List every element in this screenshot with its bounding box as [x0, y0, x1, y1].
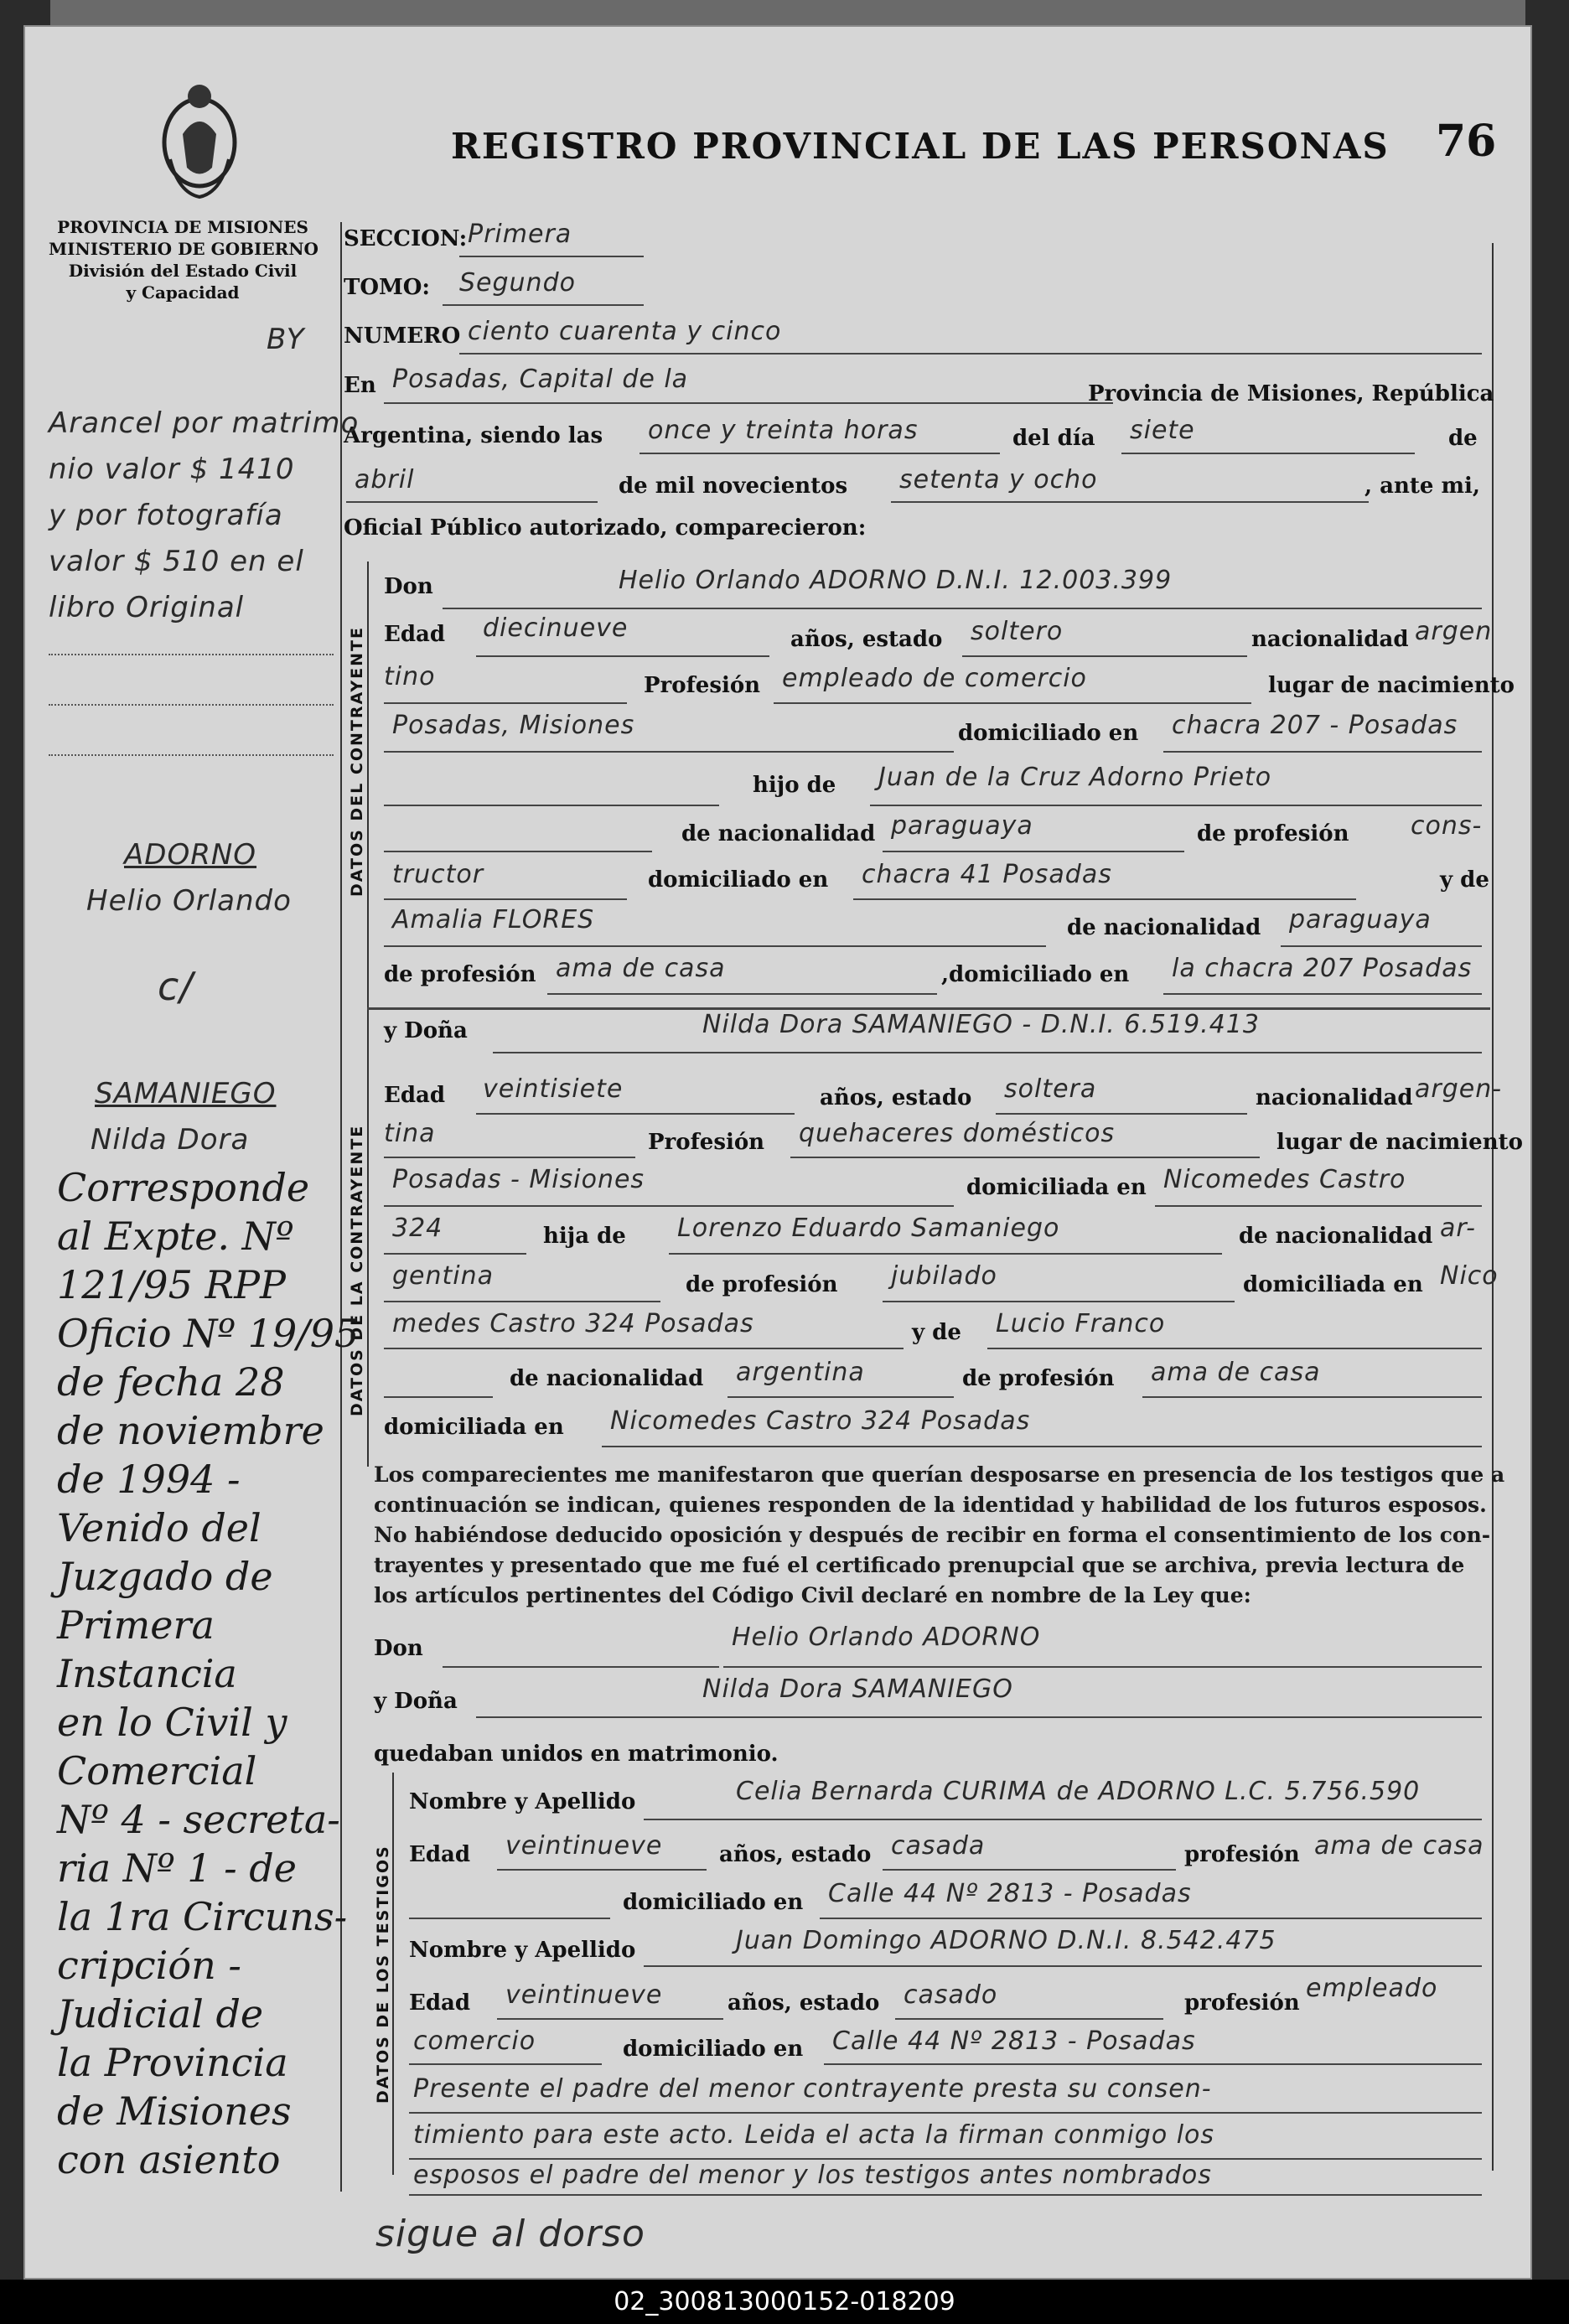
t2-nombre-label: Nombre y Apellido	[409, 1938, 636, 1963]
t1-estado-value: casada	[891, 1831, 986, 1861]
testigos-band: DATOS DE LOS TESTIGOS	[374, 1845, 392, 2104]
hora-line	[640, 453, 1000, 454]
t1-profesion-value: ama de casa	[1314, 1831, 1484, 1861]
lugar-value-1: Posadas, Misiones	[392, 711, 635, 740]
madre-prof-label-1: de profesión	[384, 962, 536, 987]
hija-label: hija de	[543, 1224, 626, 1249]
margin-big-11: Instancia	[57, 1651, 237, 1696]
margin-big-10: Primera	[57, 1602, 215, 1648]
margin-note-2: nio valor $ 1410	[49, 453, 295, 486]
obs-line-2	[409, 2158, 1482, 2160]
observaciones-line-3: esposos el padre del menor y los testigos antes nombrados	[413, 2161, 1212, 2190]
margin-surname-1: ADORNO	[124, 838, 257, 872]
seccion-value: Primera	[468, 220, 572, 249]
madre-nac-pre-line-2	[384, 1396, 493, 1398]
domicilio1-value-2: Nicomedes Castro	[1163, 1165, 1406, 1194]
t2-nombre-value: Juan Domingo ADORNO D.N.I. 8.542.475	[736, 1926, 1276, 1955]
lugar-line-2	[384, 1205, 954, 1207]
padre-nac2-value-2: gentina	[392, 1261, 495, 1291]
t2-dom-label: domiciliado en	[623, 2037, 804, 2062]
madre-prof-value-2: ama de casa	[1151, 1358, 1321, 1387]
document-page	[23, 25, 1532, 2280]
t1-profesion-label: profesión	[1184, 1842, 1300, 1867]
provincia-text: Provincia de Misiones, República	[1088, 381, 1494, 406]
t1-edad-value: veintinueve	[505, 1831, 663, 1861]
domicilio2-value-2: 324	[392, 1214, 443, 1243]
nac1-value-2: argen-	[1415, 1074, 1503, 1104]
union-dona-line	[694, 1716, 1482, 1718]
padre-dom1-value-2: Nico	[1440, 1261, 1499, 1291]
margin-big-7: de 1994 -	[57, 1457, 241, 1502]
declaration-paragraph	[374, 1460, 1522, 1611]
en-label: En	[344, 373, 376, 398]
org-line-2: MINISTERIO DE GOBIERNO	[49, 239, 318, 259]
margin-given-2: Nilda Dora	[91, 1123, 250, 1157]
madre-nac-line-1	[1281, 945, 1482, 947]
t2-estado-line	[895, 2018, 1163, 2020]
margin-big-20: de Misiones	[57, 2088, 292, 2134]
org-line-4: y Capacidad	[126, 282, 240, 303]
margin-big-19: la Provincia	[57, 2040, 288, 2085]
madre-nac-value-1: paraguaya	[1289, 905, 1432, 934]
tomo-label: TOMO:	[344, 275, 431, 300]
lugar-label-2: lugar de nacimiento	[1276, 1130, 1523, 1155]
madre-value-2: Lucio Franco	[996, 1309, 1166, 1338]
padre-line-1	[870, 805, 1482, 806]
image-id-footer: 02_300813000152-018209	[0, 2280, 1569, 2324]
margin-note-4: valor $ 510 en el	[49, 545, 304, 578]
t2-estado-value: casado	[904, 1980, 998, 2010]
en-value: Posadas, Capital de la	[392, 365, 689, 394]
margin-big-16: la 1ra Circuns-	[57, 1894, 348, 1939]
t1-edad-label: Edad	[409, 1842, 471, 1867]
ante-mi-text: , ante mi,	[1364, 474, 1480, 499]
t1-anios-estado: años, estado	[719, 1842, 872, 1867]
union-don-pre-line	[443, 1666, 719, 1668]
t1-nombre-value: Celia Bernarda CURIMA de ADORNO L.C. 5.756.590	[736, 1777, 1421, 1806]
padre-prof2-value: tructor	[392, 860, 484, 889]
hijo-pre-line	[384, 805, 719, 806]
t1-dom-label: domiciliado en	[623, 1890, 804, 1915]
t2-dom-value: Calle 44 Nº 2813 - Posadas	[832, 2026, 1196, 2056]
seccion-label: SECCION:	[344, 226, 468, 251]
quedaban-text: quedaban unidos en matrimonio.	[374, 1742, 779, 1767]
margin-note-1: Arancel por matrimo	[49, 406, 360, 440]
madre-dom-value-2: Nicomedes Castro 324 Posadas	[610, 1406, 1031, 1436]
observaciones-line-2: timiento para este acto. Leida el acta la firman conmigo los	[413, 2120, 1215, 2150]
sigue-al-dorso: sigue al dorso	[375, 2213, 645, 2255]
union-don-label: Don	[374, 1636, 423, 1661]
margin-big-21: con asiento	[57, 2137, 281, 2182]
obs-line-3	[409, 2194, 1482, 2196]
observaciones-line-1: Presente el padre del menor contrayente presta su consen-	[413, 2074, 1212, 2104]
lugar-line-1	[384, 751, 954, 753]
padre-dom-line-1	[853, 898, 1356, 900]
t1-dom-line	[820, 1918, 1482, 1919]
padre-dom-label: domiciliado en	[648, 867, 829, 893]
anio-value: setenta y ocho	[899, 465, 1098, 494]
margin-big-17: cripción -	[57, 1943, 241, 1988]
numero-value: ciento cuarenta y cinco	[468, 317, 782, 346]
domiciliado-label-1: domiciliado en	[958, 721, 1139, 746]
page-number: 76	[1436, 116, 1497, 167]
t1-nombre-label: Nombre y Apellido	[409, 1789, 636, 1814]
margin-note-5: libro Original	[49, 591, 245, 624]
hora-value: once y treinta horas	[648, 416, 919, 445]
madre-dom-value-1: la chacra 207 Posadas	[1172, 954, 1473, 983]
t1-dom-value: Calle 44 Nº 2813 - Posadas	[828, 1879, 1192, 1908]
t2-profesion1-value: empleado	[1306, 1974, 1438, 2003]
padre-value-1: Juan de la Cruz Adorno Prieto	[878, 763, 1272, 792]
padre-value-2: Lorenzo Eduardo Samaniego	[677, 1214, 1060, 1243]
t2-edad-line	[497, 2018, 723, 2020]
union-dona-pre-line	[476, 1716, 694, 1718]
profesion-value-1: empleado de comercio	[782, 664, 1087, 693]
padre-dom-value-1: chacra 41 Posadas	[862, 860, 1112, 889]
madre-nac-label-2: de nacionalidad	[510, 1366, 704, 1391]
dona-label: y Doña	[384, 1018, 468, 1043]
madre-nac-line-2	[728, 1396, 954, 1398]
nacionalidad-label-1: nacionalidad	[1251, 627, 1409, 652]
initials-mark: BY	[267, 323, 305, 356]
margin-big-1: Corresponde	[57, 1165, 310, 1210]
union-don-value: Helio Orlando ADORNO	[732, 1623, 1041, 1652]
paragraph-line-1: Los comparecientes me manifestaron que querían desposarse en presencia de los testigos que a	[374, 1462, 1505, 1487]
madre-prof-line-1	[547, 993, 937, 995]
edad-value-2: veintisiete	[483, 1074, 624, 1104]
domicilio-line-2	[1155, 1205, 1482, 1207]
argentina-text: Argentina, siendo las	[344, 423, 603, 448]
seccion-line	[459, 256, 644, 257]
tomo-line	[443, 304, 644, 306]
madre-line-2	[987, 1348, 1482, 1349]
madre-prof-line-2	[1142, 1396, 1482, 1398]
domicilio-line-1	[1163, 751, 1482, 753]
testigos-band-line	[392, 1773, 394, 2175]
dona-pre-line	[493, 1052, 702, 1053]
mes-line	[346, 501, 598, 503]
margin-dotted-3	[49, 754, 334, 756]
nac1-value-1: argen	[1415, 617, 1493, 646]
obs-line-1	[409, 2112, 1482, 2114]
padre-nac2-line-2	[384, 1301, 660, 1302]
union-dona-value: Nilda Dora SAMANIEGO	[702, 1674, 1013, 1704]
union-don-line	[723, 1666, 1482, 1668]
page-stack-edge	[50, 0, 1525, 25]
estado-value-2: soltera	[1004, 1074, 1097, 1104]
t2-profesion-label: profesión	[1184, 1990, 1300, 2016]
margin-c-mark: c/	[158, 964, 194, 1009]
madre-dom-line-2	[602, 1446, 1482, 1447]
padre-nac-value-1: paraguaya	[891, 811, 1033, 841]
t1-estado-line	[883, 1869, 1176, 1871]
padre-nac-line-1	[883, 851, 1184, 852]
profesion-line-2	[790, 1157, 1260, 1158]
padre-line-2	[669, 1253, 1222, 1255]
margin-dotted-2	[49, 704, 334, 706]
paragraph-line-5: los artículos pertinentes del Código Civil declaré en nombre de la Ley que:	[374, 1583, 1251, 1607]
contrayente2-band: DATOS DE LA CONTRAYENTE	[348, 1124, 366, 1416]
padre-prof2-line	[384, 898, 627, 900]
edad-label-1: Edad	[384, 622, 446, 647]
hijo-label: hijo de	[753, 773, 836, 798]
edad-label-2: Edad	[384, 1083, 446, 1108]
profesion-line-1	[774, 702, 1251, 704]
domiciliada-label-2: domiciliada en	[966, 1175, 1147, 1200]
madre-dom-line-1	[1163, 993, 1482, 995]
dona-line	[702, 1052, 1482, 1053]
org-block	[49, 216, 317, 303]
margin-note-3: y por fotografía	[49, 499, 283, 532]
margin-big-9: Juzgado de	[57, 1554, 273, 1599]
domicilio2-line-2	[384, 1253, 526, 1255]
margin-dotted-1	[49, 654, 334, 655]
org-line-3: División del Estado Civil	[68, 261, 298, 281]
profesion-value-2: quehaceres domésticos	[799, 1119, 1116, 1148]
coat-of-arms-seal	[153, 75, 246, 201]
estado-line-2	[996, 1113, 1247, 1115]
de-nac-label-1: de nacionalidad	[681, 821, 876, 846]
page-title: REGISTRO PROVINCIAL DE LAS PERSONAS	[451, 126, 1390, 167]
t2-nombre-line	[644, 1965, 1482, 1967]
numero-label: NUMERO	[344, 323, 461, 349]
margin-big-12: en lo Civil y	[57, 1700, 287, 1745]
t1-nombre-line	[644, 1819, 1482, 1820]
madre-line-1	[384, 945, 1046, 947]
margin-surname-2: SAMANIEGO	[95, 1077, 277, 1110]
margin-big-4: Oficio Nº 19/95	[57, 1311, 360, 1356]
margin-big-5: de fecha 28	[57, 1359, 285, 1405]
contrayente1-band-line	[367, 562, 369, 1014]
margin-big-2: al Expte. Nº	[57, 1214, 294, 1259]
anios-estado-1: años, estado	[790, 627, 943, 652]
nac-pre-line	[384, 851, 652, 852]
de-nac-label-2: de nacionalidad	[1239, 1224, 1433, 1249]
org-line-1: PROVINCIA DE MISIONES	[57, 217, 308, 237]
domicilio-value-1: chacra 207 - Posadas	[1172, 711, 1458, 740]
t2-dom-line	[824, 2063, 1482, 2065]
madre-dom-label-2: domiciliada en	[384, 1415, 564, 1440]
margin-big-6: de noviembre	[57, 1408, 324, 1453]
contrayente1-name: Helio Orlando ADORNO D.N.I. 12.003.399	[619, 566, 1173, 595]
tomo-value: Segundo	[459, 268, 576, 298]
margin-given-1: Helio Orlando	[86, 884, 292, 918]
de-prof-label-1: de profesión	[1197, 821, 1349, 846]
padre-prof1-value: cons-	[1411, 811, 1483, 841]
t2-edad-label: Edad	[409, 1990, 471, 2016]
t2-prof2-line	[409, 2063, 602, 2065]
nac2-value-2: tina	[384, 1119, 436, 1148]
t1-edad-line	[497, 1869, 707, 1871]
margin-big-18: Judicial de	[57, 1991, 264, 2037]
madre-value-1: Amalia FLORES	[392, 905, 595, 934]
don-pre-line	[443, 608, 610, 609]
de-prof-label-2: de profesión	[686, 1272, 838, 1297]
madre-dom-label-1: ,domiciliado en	[941, 962, 1130, 987]
right-border	[1492, 243, 1494, 2171]
don-line	[610, 608, 1482, 609]
contrayente2-name: Nilda Dora SAMANIEGO - D.N.I. 6.519.413	[702, 1010, 1260, 1039]
del-dia-text: del día	[1012, 426, 1095, 451]
profesion-label-2: Profesión	[648, 1130, 765, 1155]
anio-line	[891, 501, 1369, 503]
anios-estado-2: años, estado	[820, 1085, 972, 1110]
en-line	[384, 402, 1113, 404]
numero-line	[459, 353, 1482, 355]
profesion-label-1: Profesión	[644, 673, 761, 698]
nac2-line-1	[384, 702, 627, 704]
lugar-label-1: lugar de nacimiento	[1268, 673, 1515, 698]
edad-line-1	[476, 655, 769, 657]
nac2-value-1: tino	[384, 662, 436, 691]
nacionalidad-label-2: nacionalidad	[1256, 1085, 1413, 1110]
edad-line-2	[476, 1113, 795, 1115]
don-label: Don	[384, 574, 433, 599]
oficial-text: Oficial Público autorizado, comparecieron:	[344, 515, 867, 541]
estado-value-1: soltero	[971, 617, 1064, 646]
padre-prof-value-2: jubilado	[891, 1261, 997, 1291]
padre-dom2-value-2: medes Castro 324 Posadas	[392, 1309, 754, 1338]
padre-nac1-value-2: ar-	[1440, 1214, 1476, 1243]
de-text: de	[1448, 426, 1478, 451]
t2-profesion2-value: comercio	[413, 2026, 536, 2056]
padre-dom-label-2: domiciliada en	[1243, 1272, 1423, 1297]
madre-prof-value-1: ama de casa	[556, 954, 726, 983]
estado-line-1	[962, 655, 1247, 657]
margin-big-13: Comercial	[57, 1748, 257, 1793]
lugar-value-2: Posadas - Misiones	[392, 1165, 645, 1194]
paragraph-line-4: trayentes y presentado que me fué el certificado prenupcial que se archiva, previa lectura de	[374, 1553, 1465, 1577]
union-dona-label: y Doña	[374, 1689, 458, 1714]
de-mil-text: de mil novecientos	[619, 474, 848, 499]
t1-dom-pre-line	[409, 1918, 610, 1919]
margin-big-3: 121/95 RPP	[57, 1262, 286, 1307]
y-de-label-1: y de	[1440, 867, 1489, 893]
edad-value-1: diecinueve	[483, 613, 629, 643]
padre-prof-line-2	[883, 1301, 1235, 1302]
margin-big-15: ria Nº 1 - de	[57, 1845, 297, 1891]
t2-anios-estado: años, estado	[728, 1990, 880, 2016]
t2-edad-value: veintinueve	[505, 1980, 663, 2010]
contrayente1-band: DATOS DEL CONTRAYENTE	[348, 626, 366, 897]
margin-big-8: Venido del	[57, 1505, 262, 1550]
nac2-line-2	[384, 1157, 635, 1158]
dia-line	[1121, 453, 1415, 454]
margin-big-14: Nº 4 - secreta-	[57, 1797, 340, 1842]
mes-value: abril	[355, 465, 415, 494]
y-de-label-2: y de	[912, 1320, 961, 1345]
contrayente2-band-line	[367, 1014, 369, 1467]
madre-nac-value-2: argentina	[736, 1358, 865, 1387]
dia-value: siete	[1130, 416, 1195, 445]
padre-dom2-line-2	[384, 1348, 904, 1349]
madre-nac-label-1: de nacionalidad	[1067, 915, 1261, 940]
madre-prof-label-2: de profesión	[962, 1366, 1115, 1391]
paragraph-line-2: continuación se indican, quienes responden de la identidad y habilidad de los futuros esposos.	[374, 1493, 1487, 1517]
paragraph-line-3: No habiéndose deducido oposición y después de recibir en forma el consentimiento de los con-	[374, 1523, 1491, 1547]
